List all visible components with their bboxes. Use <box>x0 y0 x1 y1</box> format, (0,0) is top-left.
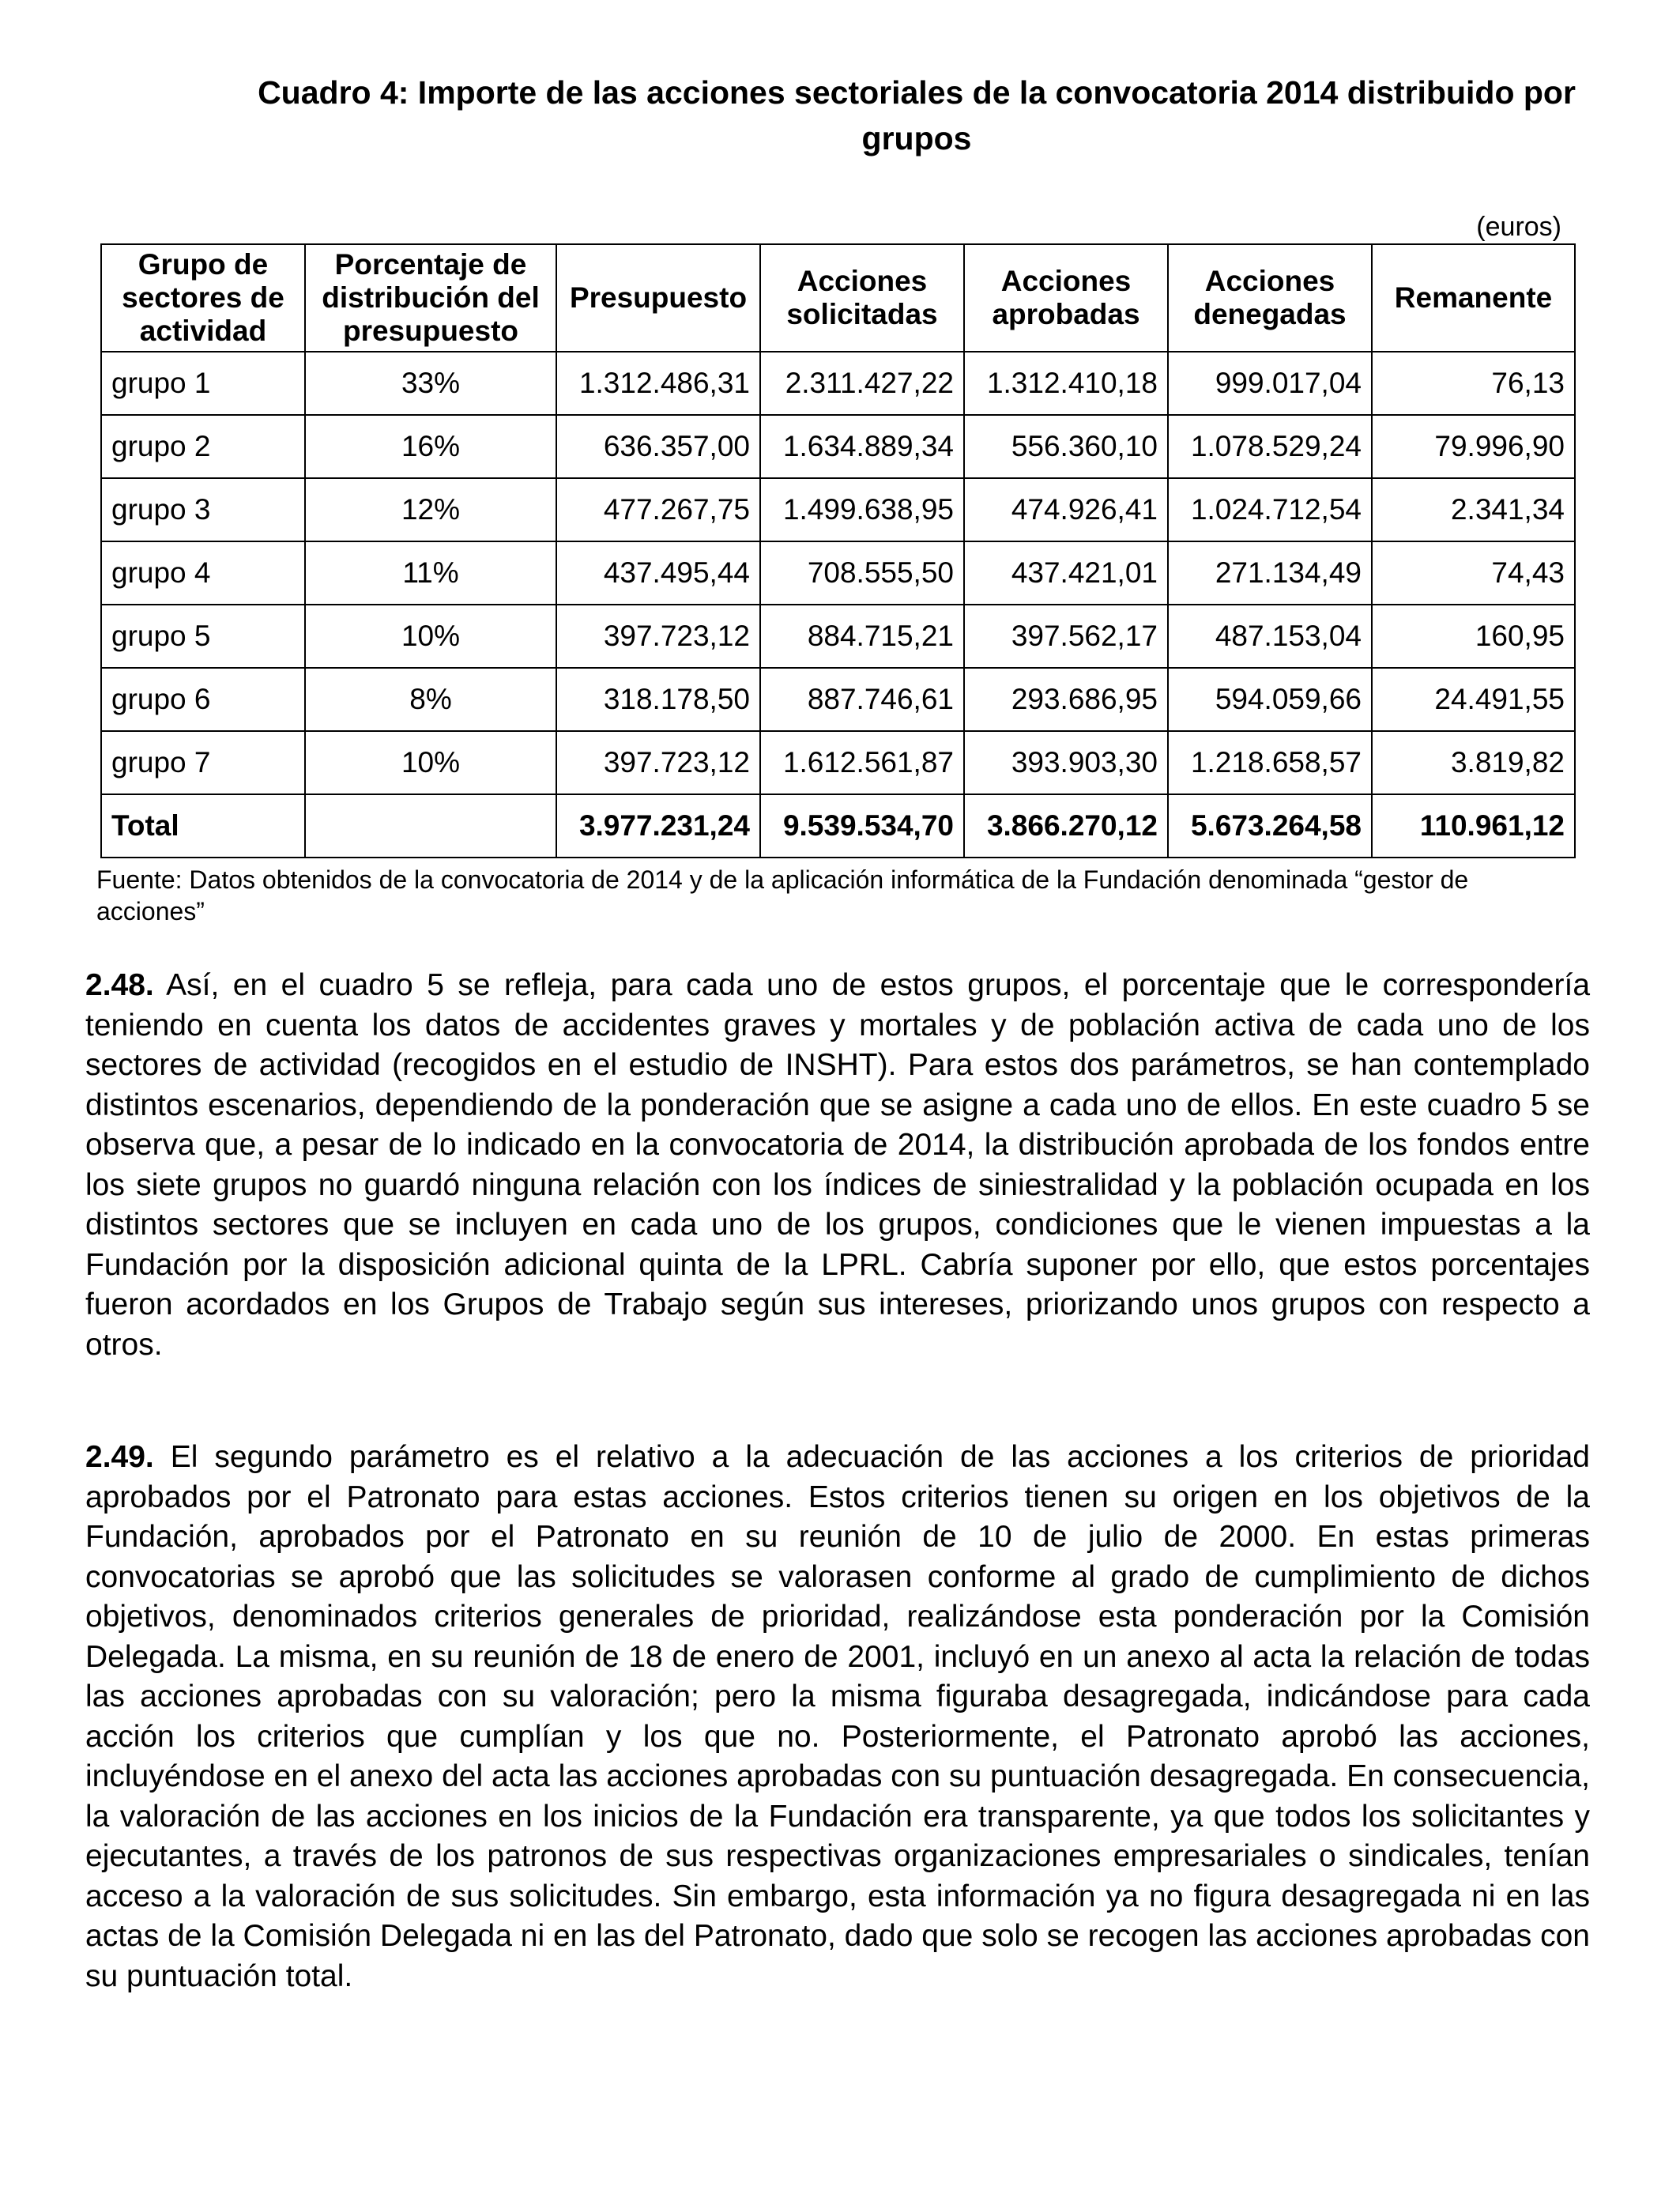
cell-presupuesto: 636.357,00 <box>556 415 760 478</box>
cell-porcentaje: 16% <box>305 415 556 478</box>
cell-solicitadas: 1.499.638,95 <box>760 478 964 541</box>
header-presupuesto: Presupuesto <box>556 244 760 352</box>
cell-denegadas: 1.218.658,57 <box>1168 731 1372 794</box>
cell-aprobadas: 397.562,17 <box>964 605 1168 668</box>
cell-porcentaje: 33% <box>305 352 556 415</box>
cell-total-denegadas: 5.673.264,58 <box>1168 794 1372 858</box>
table-row <box>101 731 1575 794</box>
cell-remanente: 160,95 <box>1372 605 1575 668</box>
cell-remanente: 24.491,55 <box>1372 668 1575 731</box>
cell-aprobadas: 474.926,41 <box>964 478 1168 541</box>
cell-solicitadas: 887.746,61 <box>760 668 964 731</box>
table-title: Cuadro 4: Importe de las acciones sectoriales de la convocatoria 2014 distribuido por grupos <box>258 74 1576 156</box>
cell-grupo: grupo 7 <box>101 731 305 794</box>
cell-grupo: grupo 6 <box>101 668 305 731</box>
cell-porcentaje: 8% <box>305 668 556 731</box>
cell-total-porcentaje <box>305 794 556 858</box>
cell-aprobadas: 393.903,30 <box>964 731 1168 794</box>
table-total-row <box>101 794 1575 858</box>
units-label: (euros) <box>1476 212 1561 242</box>
paragraph-number: 2.49. <box>85 1440 154 1474</box>
header-grupo: Grupo de sectores de actividad <box>101 244 305 352</box>
cell-denegadas: 594.059,66 <box>1168 668 1372 731</box>
cell-denegadas: 1.024.712,54 <box>1168 478 1372 541</box>
header-solicitadas: Acciones solicitadas <box>760 244 964 352</box>
cell-aprobadas: 1.312.410,18 <box>964 352 1168 415</box>
cell-grupo: grupo 4 <box>101 541 305 605</box>
cell-porcentaje: 11% <box>305 541 556 605</box>
cell-presupuesto: 318.178,50 <box>556 668 760 731</box>
cell-porcentaje: 12% <box>305 478 556 541</box>
table-row <box>101 541 1575 605</box>
cell-solicitadas: 1.612.561,87 <box>760 731 964 794</box>
budget-table <box>100 243 1576 858</box>
table-row <box>101 478 1575 541</box>
cell-presupuesto: 397.723,12 <box>556 731 760 794</box>
cell-remanente: 74,43 <box>1372 541 1575 605</box>
header-aprobadas: Acciones aprobadas <box>964 244 1168 352</box>
paragraph-number: 2.48. <box>85 968 154 1002</box>
cell-aprobadas: 556.360,10 <box>964 415 1168 478</box>
table-row <box>101 668 1575 731</box>
table-row <box>101 605 1575 668</box>
cell-presupuesto: 477.267,75 <box>556 478 760 541</box>
paragraph-text: Así, en el cuadro 5 se refleja, para cada uno de estos grupos, el porcentaje que le correspondería teniendo en cuenta los datos de accidentes graves y mortales y de población activa de cada uno de los sectores de actividad (recogidos en el estudio de INSHT). Para estos dos parámetros, se han contemplado distintos escenarios, dependiendo de la ponderación que se asigne a cada uno de ellos. En este cuadro 5 se observa que, a pesar de lo indicado en la convocatoria de 2014, la distribución aprobada de los fondos entre los siete grupos no guardó ninguna relación con los índices de siniestralidad y la población ocupada en los distintos sectores que se incluyen en cada uno de los grupos, condiciones que le vienen impuestas a la Fundación por la disposición adicional quinta de la LPRL. Cabría suponer por ello, que estos porcentajes fueron acordados en los Grupos de Trabajo según sus intereses, priorizando unos grupos con respecto a otros. <box>85 968 1591 1362</box>
cell-porcentaje: 10% <box>305 731 556 794</box>
cell-total-solicitadas: 9.539.534,70 <box>760 794 964 858</box>
cell-presupuesto: 437.495,44 <box>556 541 760 605</box>
cell-remanente: 3.819,82 <box>1372 731 1575 794</box>
cell-presupuesto: 397.723,12 <box>556 605 760 668</box>
cell-grupo: grupo 2 <box>101 415 305 478</box>
header-denegadas: Acciones denegadas <box>1168 244 1372 352</box>
cell-denegadas: 271.134,49 <box>1168 541 1372 605</box>
paragraph-2-49 <box>85 1438 1590 1996</box>
table-header-row <box>101 244 1575 352</box>
cell-aprobadas: 437.421,01 <box>964 541 1168 605</box>
cell-total-remanente: 110.961,12 <box>1372 794 1575 858</box>
cell-porcentaje: 10% <box>305 605 556 668</box>
cell-grupo: grupo 3 <box>101 478 305 541</box>
cell-solicitadas: 2.311.427,22 <box>760 352 964 415</box>
table-row <box>101 415 1575 478</box>
cell-grupo: grupo 1 <box>101 352 305 415</box>
cell-total-presupuesto: 3.977.231,24 <box>556 794 760 858</box>
cell-solicitadas: 884.715,21 <box>760 605 964 668</box>
cell-grupo: grupo 5 <box>101 605 305 668</box>
paragraph-2-48 <box>85 966 1590 1365</box>
cell-total-aprobadas: 3.866.270,12 <box>964 794 1168 858</box>
cell-solicitadas: 1.634.889,34 <box>760 415 964 478</box>
paragraph-text: El segundo parámetro es el relativo a la adecuación de las acciones a los criterios de prioridad aprobados por el Patronato para estas acciones. Estos criterios tienen su origen en los objetivos de la Fundación, aprobados por el Patronato en su reunión de 10 de julio de 2000. En estas primeras convocatorias se aprobó que las solicitudes se valorasen conforme al grado de cumplimiento de dichos objetivos, denominados criterios generales de prioridad, realizándose esta ponderación por la Comisión Delegada. La misma, en su reunión de 18 de enero de 2001, incluyó en un anexo al acta la relación de todas las acciones aprobadas con su valoración; pero la misma figuraba desagregada, indicándose para cada acción los criterios que cumplían y los que no. Posteriormente, el Patronato aprobó las acciones, incluyéndose en el anexo del acta las acciones aprobadas con su puntuación desagregada. En consecuencia, la valoración de las acciones en los inicios de la Fundación era transparente, ya que todos los solicitantes y ejecutantes, a través de los patronos de sus respectivas organizaciones empresariales o sindicales, tenían acceso a la valoración de sus solicitudes. Sin embargo, esta información ya no figura desagregada ni en las actas de la Comisión Delegada ni en las del Patronato, dado que solo se recogen las acciones aprobadas con su puntuación total. <box>85 1440 1591 1993</box>
cell-denegadas: 1.078.529,24 <box>1168 415 1372 478</box>
cell-total-label: Total <box>101 794 305 858</box>
table-row <box>101 352 1575 415</box>
cell-aprobadas: 293.686,95 <box>964 668 1168 731</box>
cell-denegadas: 487.153,04 <box>1168 605 1372 668</box>
cell-remanente: 79.996,90 <box>1372 415 1575 478</box>
cell-remanente: 2.341,34 <box>1372 478 1575 541</box>
table-source-note: Fuente: Datos obtenidos de la convocatoria de 2014 y de la aplicación informática de la Fundación denominada “gestor de acciones” <box>96 865 1469 925</box>
header-remanente: Remanente <box>1372 244 1575 352</box>
cell-presupuesto: 1.312.486,31 <box>556 352 760 415</box>
cell-denegadas: 999.017,04 <box>1168 352 1372 415</box>
cell-solicitadas: 708.555,50 <box>760 541 964 605</box>
cell-remanente: 76,13 <box>1372 352 1575 415</box>
header-porcentaje: Porcentaje de distribución del presupuesto <box>305 244 556 352</box>
